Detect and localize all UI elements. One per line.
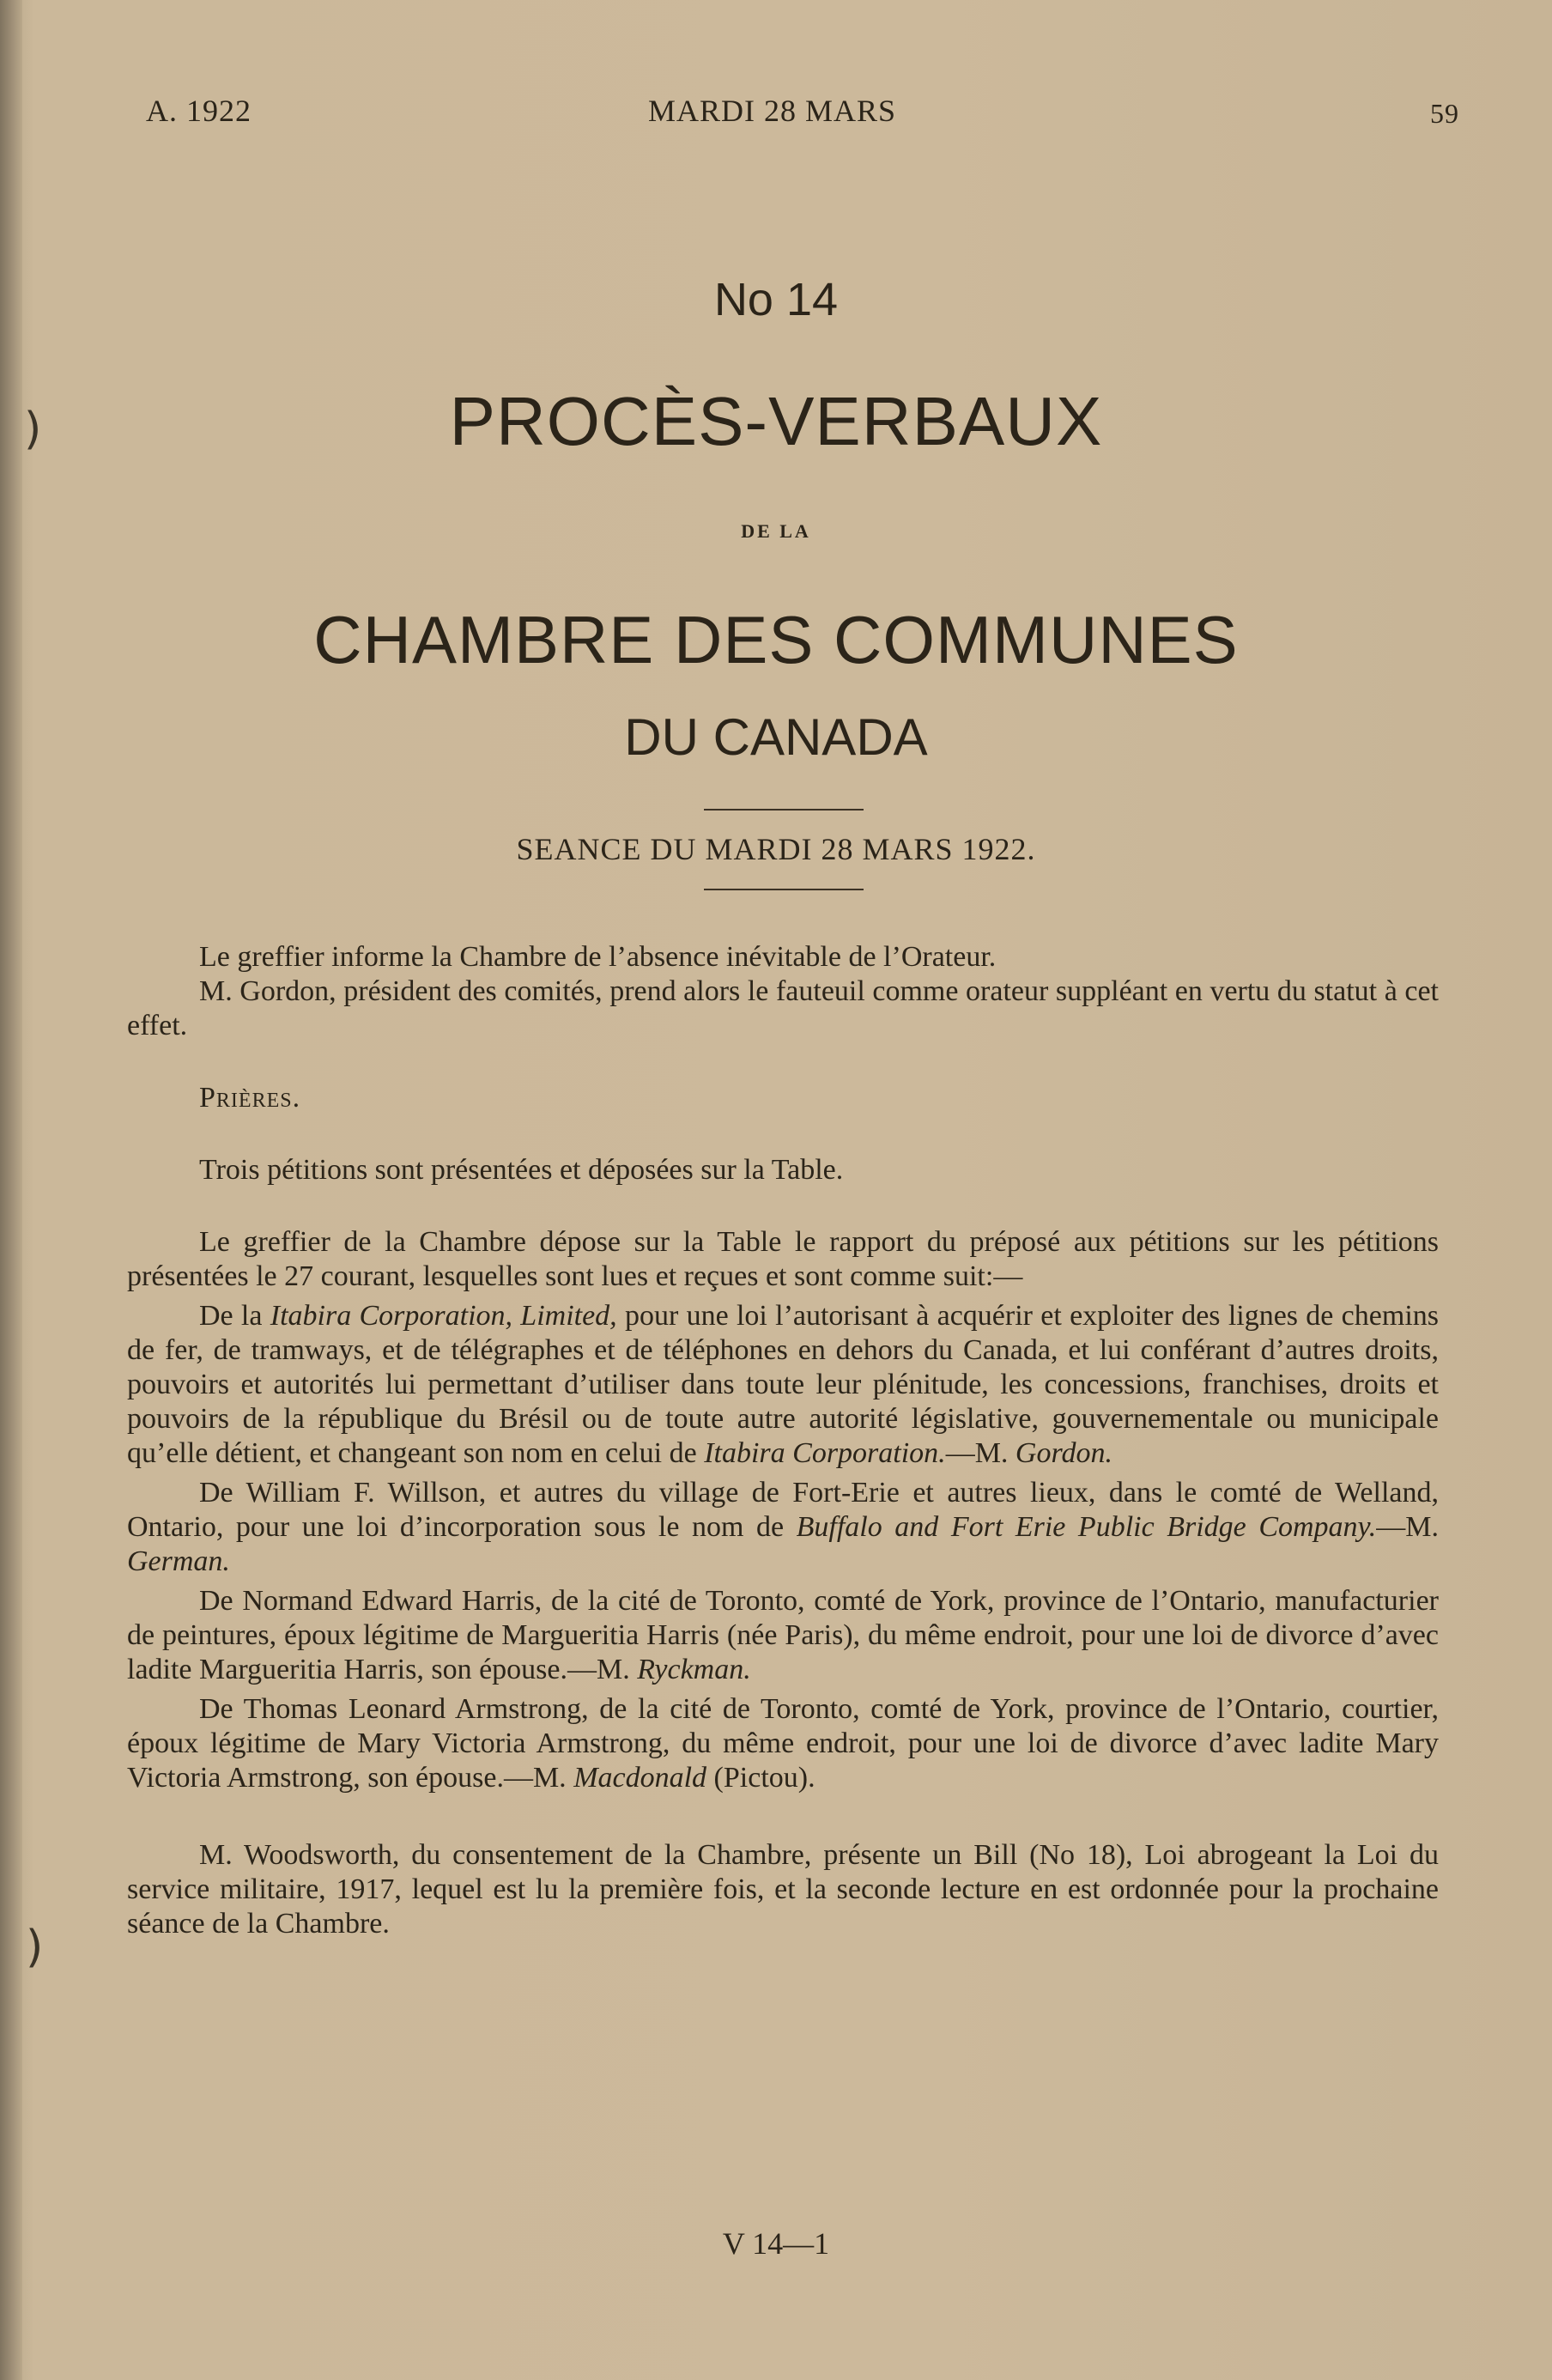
petition-text: —M. [1376,1511,1439,1543]
petition-italic: Ryckman. [637,1654,751,1685]
divider-rule [704,889,864,890]
seance-heading: SEANCE DU MARDI 28 MARS 1922. [516,832,1036,866]
petition-italic: German. [127,1545,230,1577]
petition-text: —M. [945,1437,1015,1469]
petition-text: pour une loi l’autorisant à acquérir et exploiter des lignes de chemins de fer, de tramways, et de télégraphes et de téléphones en dehors du Canada, et lui conférant d’autres droits, pouvoirs et autorités lui permettant d’utiliser dans toute leur plénitude, les concessions, franchises, droits et pouvoirs de la république du Brésil ou de toute autre autorité législative, gouvernementale ou municipale qu’elle détient, et changeant son nom en celui de [127,1300,1439,1469]
minutes-body [127,940,1439,1941]
paragraph: Le greffier informe la Chambre de l’absence inévitable de l’Orateur. [199,941,997,973]
petition-text: De la [199,1300,270,1332]
page-number: 59 [1430,98,1459,129]
petition-italic: Macdonald [573,1762,707,1794]
petition-item [127,1476,1439,1579]
binding-spine [0,0,22,2380]
petition-italic: Buffalo and Fort Erie Public Bridge Company. [796,1511,1377,1543]
prayers-heading: Prières. [199,1082,301,1114]
running-header [146,93,1459,136]
petition-item [127,1692,1439,1795]
divider-rule [704,809,864,811]
petition-item [127,1584,1439,1687]
binder-clip-mark: ) [24,404,42,455]
petition-italic: Itabira Corporation. [704,1437,946,1469]
title-proces-verbaux: PROCÈS-VERBAUX [449,383,1103,459]
binder-clip-mark: ) [26,1922,44,1973]
petition-italic: Itabira Corporation, Limited, [270,1300,617,1332]
petition-item [127,1299,1439,1471]
paragraph: Trois pétitions sont présentées et déposées sur la Table. [199,1154,844,1186]
signature-mark: V 14—1 [722,2226,830,2261]
petition-text: De Normand Edward Harris, de la cité de Toronto, comté de York, province de l’Ontario, manufacturier de peintures, époux légitime de Margueritia Harris (née Paris), du même endroit, pour une loi de divorce d’avec ladite Margueritia Harris, son épouse.—M. [127,1585,1439,1685]
paragraph: Le greffier de la Chambre dépose sur la Table le rapport du préposé aux pétitions sur les pétitions présentées le 27 courant, lesquelles sont lues et reçues et sont comme suit:— [127,1226,1439,1292]
petition-italic: Gordon. [1015,1437,1112,1469]
header-year: A. 1922 [146,94,252,128]
title-de-la: DE LA [741,520,811,542]
petition-text: (Pictou). [706,1762,815,1794]
petition-text: De Thomas Leonard Armstrong, de la cité de Toronto, comté de York, province de l’Ontario, courtier, époux légitime de Mary Victoria Armstrong, du même endroit, pour une loi de divorce d’avec ladite Mary Victoria Armstrong, son épouse.—M. [127,1693,1439,1794]
paragraph: M. Gordon, président des comités, prend alors le fauteuil comme orateur suppléant en vertu du statut à cet effet. [127,975,1439,1041]
issue-number: No 14 [713,274,839,325]
title-chambre: CHAMBRE DES COMMUNES [313,602,1239,677]
petition-text: De William F. Willson, et autres du village de Fort-Erie et autres lieux, dans le comté de Welland, Ontario, pour une loi d’incorporation sous le nom de [127,1477,1439,1543]
header-date: MARDI 28 MARS [648,94,897,128]
title-canada: DU CANADA [624,708,928,766]
paragraph: M. Woodsworth, du consentement de la Chambre, présente un Bill (No 18), Loi abrogeant la Loi du service militaire, 1917, lequel est lu la première fois, et la seconde lecture en est ordonnée pour la prochaine séance de la Chambre. [127,1839,1439,1940]
